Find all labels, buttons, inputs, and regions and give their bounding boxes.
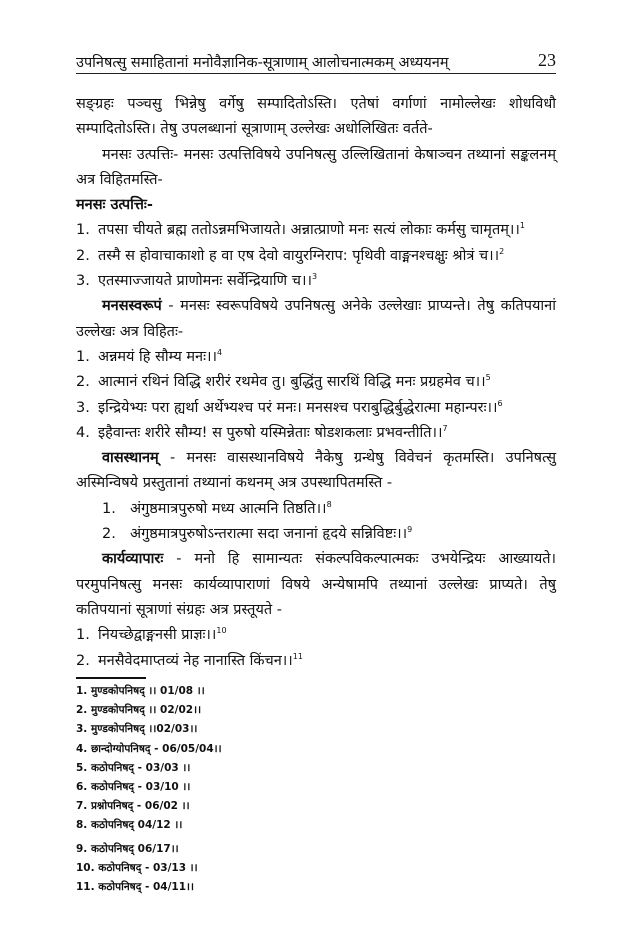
footnote-ref: 2	[499, 246, 505, 256]
karya-text: - मनो हि सामान्यतः संकल्पविकल्पात्मकः उभयेन्द्रियः आख्यायते। परमुपनिषत्सु मनसः कार्यव्यापाराणां विषये अन्येषामपि तथ्यानां उल्लेखः प्राप्यते। तेषु कतिपयानां सूत्राणां संग्रहः अत्र प्रस्तूयते -	[76, 551, 556, 618]
item-text	[130, 522, 412, 547]
header-title: उपनिषत्सु समाहितानां मनोवैज्ञानिक-सूत्राणाम् आलोचनात्मकम् अध्ययनम्	[76, 55, 449, 71]
item-number: 2.	[102, 526, 116, 543]
item-number: 1.	[102, 500, 116, 517]
item-body: इन्द्रियेभ्यः परा ह्यर्था अर्थेभ्यश्च परं मनः। मनसश्च पराबुद्धिर्बुद्धेरात्मा महान्परः।।	[98, 399, 498, 416]
footnote: 3. मुण्डकोपनिषद् ।।02/03।।	[76, 723, 198, 736]
item-number: 1.	[76, 222, 90, 239]
item-body: तपसा चीयते ब्रह्म ततोऽन्नमभिजायते। अन्नात्प्राणो मनः सत्यं लोकाः कर्मसु चामृतम्।।	[98, 222, 520, 239]
footnote-ref: 3	[311, 272, 318, 282]
footnote-ref: 7	[442, 424, 448, 434]
item-text	[98, 421, 556, 446]
vasa-list	[76, 497, 556, 548]
main-text	[76, 92, 556, 674]
intro-paragraph: सङ्ग्रहः पञ्चसु भिन्नेषु वर्गेषु सम्पादितोऽस्ति। एतेषां वर्गाणां नामोल्लेखः शोधविधौ सम्पादितोऽस्ति। तेषु उपलब्धानां सूत्राणाम् उल्लेखः अधोलिखितः वर्तते-	[76, 96, 556, 138]
item-number: 4.	[76, 424, 90, 441]
list-item	[76, 497, 556, 522]
item-body: इहैवान्तः शरीरे सौम्य! स पुरुषो यस्मिन्नेताः षोडशकलाः प्रभवन्तीति।।	[98, 424, 443, 441]
svarupa-paragraph	[76, 294, 556, 345]
footnote-ref: 11	[292, 651, 303, 661]
item-body: अंगुष्ठमात्रपुरुषो मध्य आत्मनि तिष्ठति।।	[130, 500, 327, 517]
svarupa-text: - मनसः स्वरूपविषये उपनिषत्सु अनेके उल्लेखाः प्राप्यन्ते। तेषु कतिपयानां उल्लेखः अत्र विहितः-	[76, 298, 556, 340]
footnote: 9. कठोपनिषद् 06/17।।	[76, 842, 179, 855]
vasa-heading: वासस्थानम्	[102, 450, 159, 467]
karya-paragraph	[76, 547, 556, 623]
item-text	[98, 396, 556, 421]
item-body: नियच्छेद्वाङ्मनसी प्राज्ञः।।	[98, 627, 217, 644]
footnote: 4. छान्दोग्योपनिषद् - 06/05/04।।	[76, 742, 222, 755]
karya-list	[76, 623, 556, 674]
list-item	[76, 244, 556, 269]
item-body: अन्नमयं हि सौम्य मनः।।	[98, 348, 218, 365]
item-body: एतस्माज्जायते प्राणोमनः सर्वेन्द्रियाणि च।।	[98, 273, 312, 290]
item-text	[98, 244, 556, 269]
vasa-text: - मनसः वासस्थानविषये नैकेषु ग्रन्थेषु विवेचनं कृतमस्ति। उपनिषत्सु अस्मिन्विषये प्रस्तुतानां तथ्यानां कथनम् अत्र उपस्थापितमस्ति -	[76, 450, 556, 492]
list-item	[76, 370, 556, 395]
footnote: 2. मुण्डकोपनिषद् ।। 02/02।।	[76, 704, 202, 717]
list-item	[76, 421, 556, 446]
karya-heading: कार्यव्यापारः	[102, 551, 164, 568]
utpatti-heading-text: मनसः उत्पत्तिः	[76, 197, 147, 214]
item-number: 3.	[76, 273, 90, 290]
item-body: मनसैवेदमाप्तव्यं नेह नानास्ति किंचन।।	[98, 652, 293, 669]
utpatti-paragraph: मनसः उत्पत्तिः- मनसः उत्पत्तिविषये उपनिषत्सु उल्लिखितानां केषाञ्चन तथ्यानां सङ्कलनम् अत्र विहितमस्ति-	[76, 146, 556, 188]
item-number: 2.	[76, 247, 90, 264]
item-number: 2.	[76, 652, 90, 669]
running-header	[76, 48, 556, 74]
item-body: अंगुष्ठमात्रपुरुषोऽन्तरात्मा सदा जनानां हृदये सन्निविष्टः।।	[130, 526, 408, 543]
footnote-ref: 9	[407, 525, 413, 535]
utpatti-list	[76, 218, 556, 294]
item-text	[98, 218, 556, 243]
list-item	[76, 649, 556, 674]
utpatti-heading: मनसः उत्पत्तिः-	[76, 197, 153, 214]
svarupa-list	[76, 345, 556, 446]
footnotes	[76, 682, 556, 897]
footnote: 8. कठोपनिषद् 04/12 ।।	[76, 819, 183, 832]
footnote-ref: 5	[485, 373, 491, 383]
list-item	[76, 623, 556, 648]
list-item	[76, 269, 556, 294]
footnote-ref: 10	[216, 626, 227, 636]
page-number: 23	[538, 50, 556, 70]
item-number: 2.	[76, 374, 90, 391]
footnote: 7. प्रश्नोपनिषद् - 06/02 ।।	[76, 800, 190, 813]
item-text	[98, 269, 556, 294]
list-item	[76, 218, 556, 243]
item-text	[98, 370, 556, 395]
footnote-ref: 1	[519, 221, 525, 231]
item-text	[98, 345, 556, 370]
header-rule	[76, 73, 556, 74]
footnote: 5. कठोपनिषद् - 03/03 ।।	[76, 761, 191, 774]
item-number: 1.	[76, 627, 90, 644]
footnote: 11. कठोपनिषद् - 04/11।।	[76, 881, 194, 894]
footnote-rule	[76, 677, 146, 679]
footnote-ref: 4	[217, 348, 223, 358]
item-number: 1.	[76, 348, 90, 365]
list-item	[76, 522, 556, 547]
item-body: तस्मै स होवाचाकाशो ह वा एष देवो वायुरग्निराप: पृथिवी वाङ्मनश्चक्षुः श्रोत्रं च।।	[98, 247, 500, 264]
footnote: 1. मुण्डकोपनिषद् ।। 01/08 ।।	[76, 685, 205, 697]
item-text	[98, 623, 556, 648]
item-body: आत्मानं रथिनं विद्धि शरीरं रथमेव तु। बुद्धिंतु सारथिं विद्धि मनः प्रग्रहमेव च।।	[98, 374, 486, 391]
svarupa-heading: मनसस्वरूपं	[102, 298, 162, 315]
footnote: 6. कठोपनिषद् - 03/10 ।।	[76, 781, 191, 794]
footnote-ref: 8	[326, 499, 332, 509]
footnote-ref: 6	[497, 398, 503, 408]
item-text	[130, 497, 332, 522]
item-text	[98, 649, 556, 674]
list-item	[76, 345, 556, 370]
vasa-paragraph	[76, 446, 556, 497]
item-number: 3.	[76, 399, 90, 416]
footnote: 10. कठोपनिषद् - 03/13 ।।	[76, 861, 198, 874]
list-item	[76, 396, 556, 421]
